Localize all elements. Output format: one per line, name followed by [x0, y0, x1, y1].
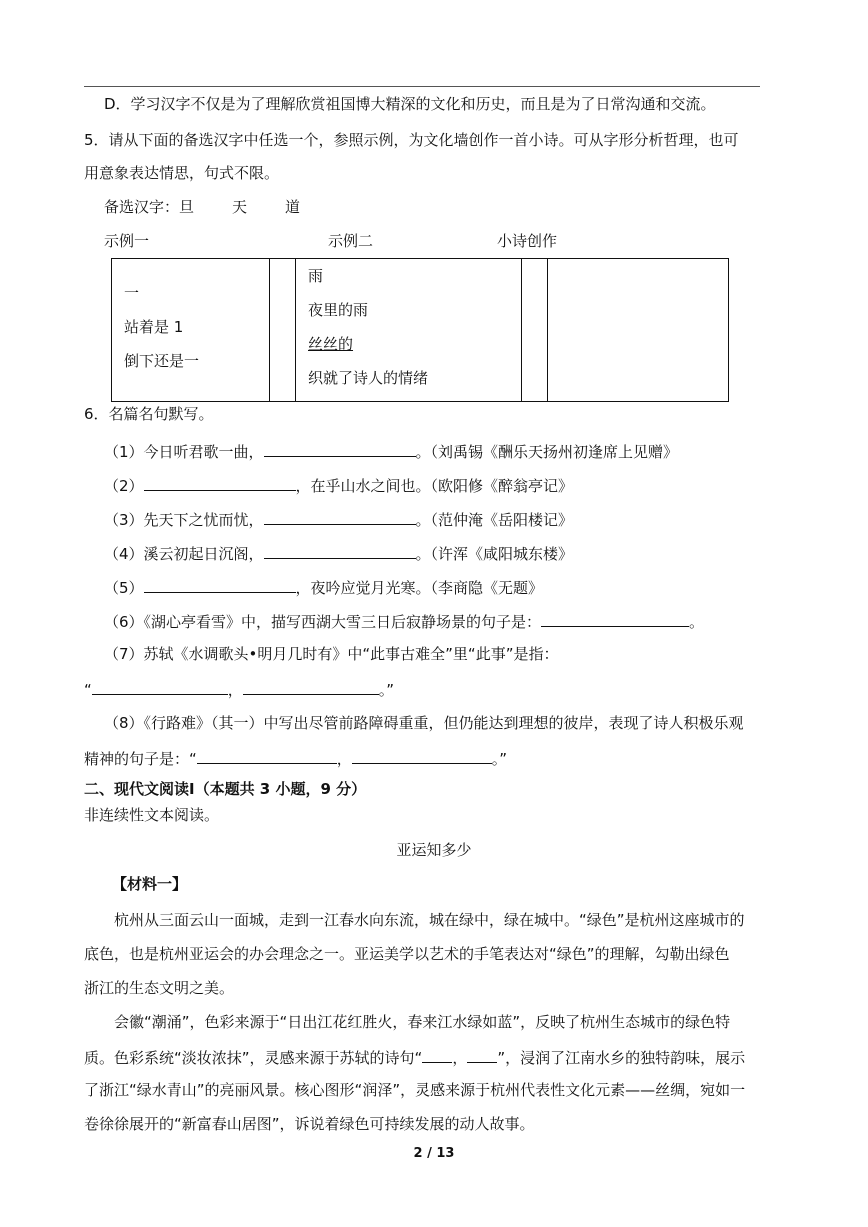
example1-cell [112, 259, 270, 402]
paragraph-line: 杭州从三面云山一面城，走到一江春水向东流，城在绿中，绿在城中。“绿色”是杭州这座城市的 [114, 911, 745, 929]
header-example2: 示例二 [328, 232, 374, 250]
example2-cell [296, 259, 522, 402]
material-label: 【材料一】 [112, 875, 188, 893]
paragraph-line: 会徽“潮涌”，色彩来源于“日出江花红胜火，春来江水绿如蓝”，反映了杭州生态城市的绿色特 [114, 1013, 731, 1031]
poem-table [111, 258, 729, 402]
q5-prompt-line1: 5．请从下面的备选汉字中任选一个，参照示例，为文化墙创作一首小诗。可从字形分析哲理，也可 [84, 131, 739, 149]
answer-blank[interactable] [352, 747, 492, 764]
spacer-cell [522, 259, 548, 402]
paragraph-line: 质。色彩系统“淡妆浓抹”，灵感来源于苏轼的诗句“ ， ”，浸润了江南水乡的独特韵味，展示 [84, 1046, 745, 1068]
poem-line: 织就了诗人的情绪 [308, 369, 429, 387]
create-poem-cell[interactable] [548, 259, 729, 402]
q6-item: （2） ，在乎山水之间也。（欧阳修《醉翁亭记》 [104, 474, 573, 496]
answer-blank[interactable] [92, 678, 228, 695]
header-create: 小诗创作 [497, 232, 558, 250]
paragraph-line: 卷徐徐展开的“新富春山居图”，诉说着绿色可持续发展的动人故事。 [84, 1115, 535, 1133]
poem-line: 丝丝的 [308, 335, 354, 353]
candidate-char: 旦 [179, 198, 195, 216]
answer-blank[interactable] [264, 542, 416, 559]
q6-item7-answer: “ ， 。” [84, 678, 394, 700]
spacer-cell [270, 259, 296, 402]
paragraph-line: 浙江的生态文明之美。 [84, 979, 235, 997]
q6-item: （1）今日听君歌一曲， 。（刘禹锡《酬乐天扬州初逢席上见赠》 [104, 440, 678, 462]
answer-blank[interactable] [422, 1046, 452, 1063]
poem-line: 夜里的雨 [308, 301, 369, 319]
q6-item: （6）《湖心亭看雪》中，描写西湖大雪三日后寂静场景的句子是： 。 [104, 610, 704, 632]
section2-title: 二、现代文阅读Ⅰ（本题共 3 小题，9 分） [84, 780, 367, 798]
header-example1: 示例一 [104, 232, 150, 250]
candidates-label: 备选汉字： [104, 198, 180, 216]
q6-item8-prompt: （8）《行路难》（其一）中写出尽管前路障碍重重，但仍能达到理想的彼岸，表现了诗人积极乐观 [104, 714, 744, 732]
q6-title: 6．名篇名句默写。 [84, 405, 214, 423]
paragraph-line: 底色，也是杭州亚运会的办会理念之一。亚运美学以艺术的手笔表达对“绿色”的理解，勾勒出绿色 [84, 945, 730, 963]
candidate-char: 天 [232, 198, 248, 216]
poem-line: 站着是 1 [124, 318, 184, 336]
answer-blank[interactable] [144, 474, 296, 491]
poem-line: 倒下还是一 [124, 352, 200, 370]
answer-blank[interactable] [243, 678, 379, 695]
poem-line: 一 [124, 284, 140, 302]
q6-item7-prompt: （7）苏轼《水调歌头•明月几时有》中“此事古难全”里“此事”是指： [104, 645, 559, 663]
q5-candidates [104, 197, 300, 217]
answer-blank[interactable] [541, 610, 689, 627]
section2-subtitle: 非连续性文本阅读。 [84, 806, 220, 824]
answer-blank[interactable] [467, 1046, 497, 1063]
answer-blank[interactable] [144, 576, 296, 593]
answer-blank[interactable] [264, 440, 416, 457]
answer-blank[interactable] [264, 508, 416, 525]
top-rule [84, 86, 760, 87]
poem-line: 雨 [308, 267, 324, 285]
answer-blank[interactable] [197, 747, 337, 764]
paragraph-line: 了浙江“绿水青山”的亮丽风景。核心图形“润泽”，灵感来源于杭州代表性文化元素——丝绸，宛如一 [84, 1081, 746, 1099]
q5-prompt-line2: 用意象表达情思，句式不限。 [84, 164, 280, 182]
q6-item: （5） ，夜吟应觉月光寒。（李商隐《无题》 [104, 576, 543, 598]
page-number: 2 / 13 [413, 1146, 455, 1161]
q6-item8-answer: 精神的句子是：“ ， 。” [84, 747, 507, 769]
article-title: 亚运知多少 [396, 841, 472, 859]
q4-option-d: D．学习汉字不仅是为了理解欣赏祖国博大精深的文化和历史，而且是为了日常沟通和交流。 [104, 95, 716, 113]
candidate-char: 道 [285, 198, 301, 216]
q6-item: （3）先天下之忧而忧， 。（范仲淹《岳阳楼记》 [104, 508, 573, 530]
q6-item: （4）溪云初起日沉阁， 。（许浑《咸阳城东楼》 [104, 542, 573, 564]
